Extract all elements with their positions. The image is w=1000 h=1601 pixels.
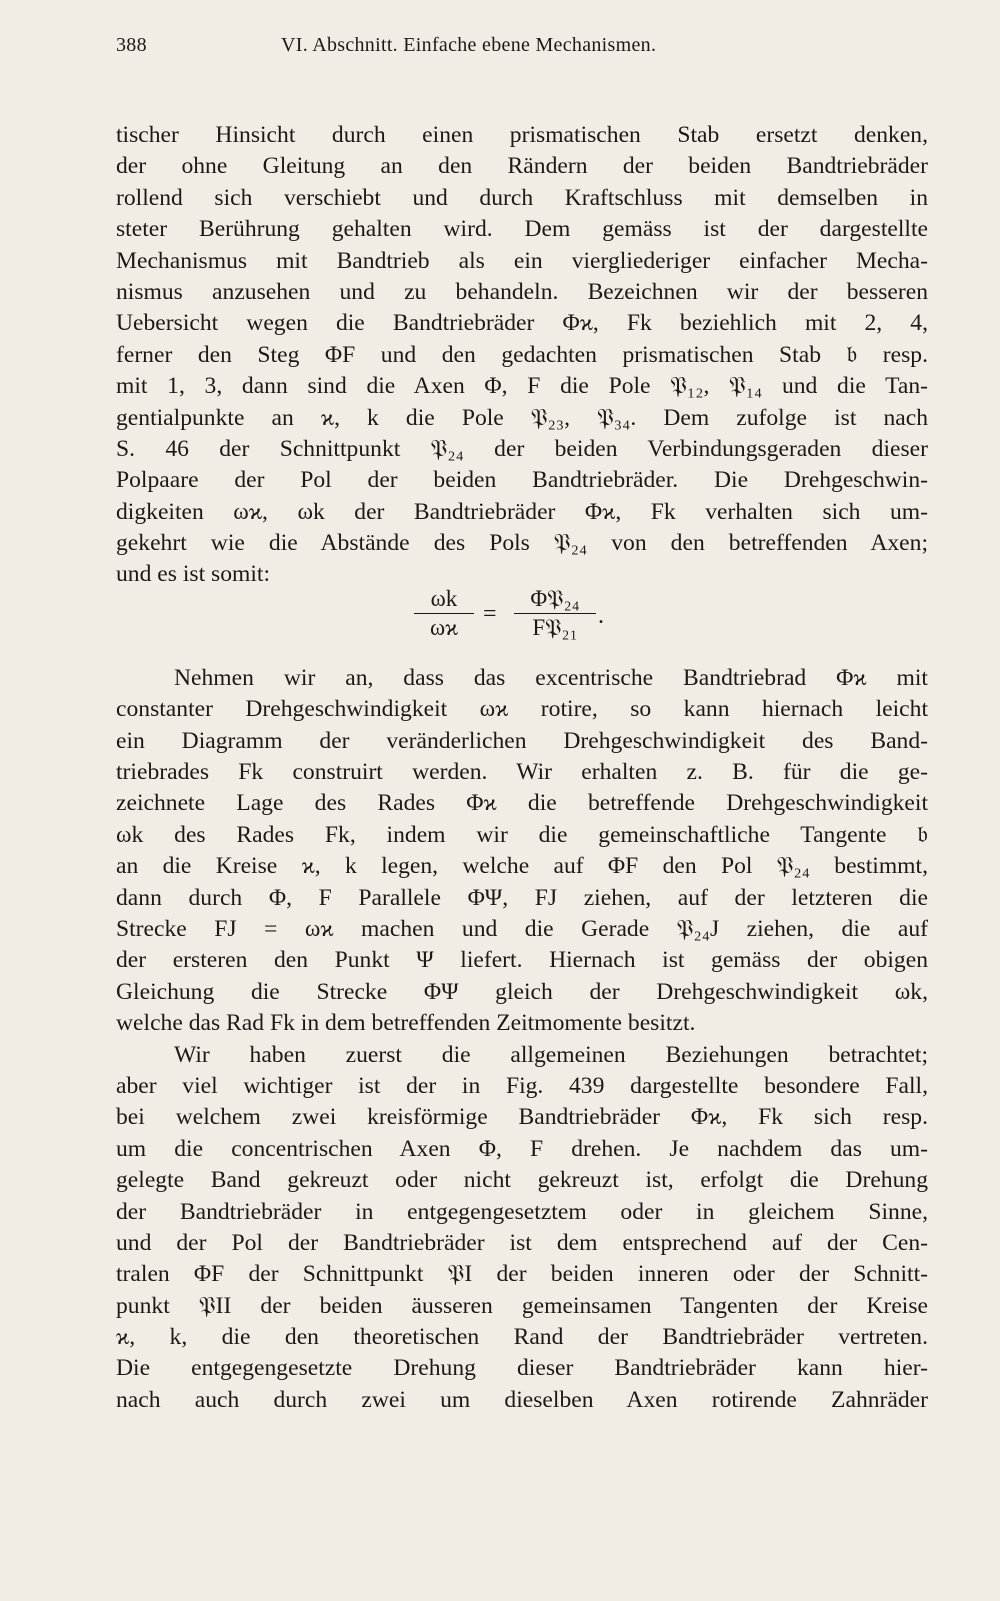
running-head: VI. Abschnitt. Einfache ebene Mechanismen. xyxy=(281,34,657,56)
text-line: mit 1, 3, dann sind die Axen Φ, F die Pole 𝔓₁₂, 𝔓₁₄ und die Tan- xyxy=(116,373,928,400)
text-line: Mechanismus mit Bandtrieb als ein viergliederiger einfacher Mecha- xyxy=(116,247,928,274)
text-line: Strecke FJ = ωϰ machen und die Gerade 𝔓₂₄J ziehen, die auf xyxy=(116,915,928,942)
text-line: der Bandtriebräder in entgegengesetztem oder in gleichem Sinne, xyxy=(116,1198,928,1225)
page-number: 388 xyxy=(116,34,147,56)
text-line: um die concentrischen Axen Φ, F drehen. Je nachdem das um- xyxy=(116,1135,928,1162)
text-line: tischer Hinsicht durch einen prismatischen Stab ersetzt denken, xyxy=(116,122,928,148)
text-line: ferner den Steg ΦF und den gedachten prismatischen Stab 𝔟 resp. xyxy=(116,341,928,368)
formula-right-numerator: Φ𝔓₂₄ xyxy=(514,585,596,614)
paragraph-2 xyxy=(116,663,928,1040)
text-line: zeichnete Lage des Rades Φϰ die betreffende Drehgeschwindigkeit xyxy=(116,790,928,817)
text-line: und der Pol der Bandtriebräder ist dem entsprechend auf der Cen- xyxy=(116,1229,928,1256)
text-line: bei welchem zwei kreisförmige Bandtriebräder Φϰ, Fk sich resp. xyxy=(116,1104,928,1131)
text-line: Nehmen wir an, dass das excentrische Bandtriebrad Φϰ mit xyxy=(174,664,928,691)
text-line: tralen ΦF der Schnittpunkt 𝔓I der beiden inneren oder der Schnitt- xyxy=(116,1261,928,1288)
text-line: Wir haben zuerst die allgemeinen Beziehungen betrachtet; xyxy=(174,1041,928,1068)
formula-right-fraction xyxy=(514,585,596,642)
text-line: dann durch Φ, F Parallele ΦΨ, FJ ziehen, auf der letzteren die xyxy=(116,884,928,911)
text-line: Uebersicht wegen die Bandtriebräder Φϰ, Fk beziehlich mit 2, 4, xyxy=(116,310,928,337)
text-line: ein Diagramm der veränderlichen Drehgeschwindigkeit des Band- xyxy=(116,727,928,754)
text-line: Die entgegengesetzte Drehung dieser Bandtriebräder kann hier- xyxy=(116,1355,928,1382)
velocity-ratio-formula xyxy=(116,585,928,653)
formula-left-denominator: ωϰ xyxy=(429,614,459,640)
text-line: constanter Drehgeschwindigkeit ωϰ rotire, so kann hiernach leicht xyxy=(116,696,928,723)
text-line: nach auch durch zwei um dieselben Axen rotirende Zahnräder xyxy=(116,1386,928,1413)
text-line: ϰ, k, die den theoretischen Rand der Bandtriebräder vertreten. xyxy=(116,1324,928,1351)
text-line: ωk des Rades Fk, indem wir die gemeinschaftliche Tangente 𝔟 xyxy=(116,821,928,848)
text-line: der ersteren den Punkt Ψ liefert. Hiernach ist gemäss der obigen xyxy=(116,947,928,974)
formula-left-fraction xyxy=(414,585,474,642)
text-line: digkeiten ωϰ, ωk der Bandtriebräder Φϰ, Fk verhalten sich um- xyxy=(116,498,928,525)
text-line: punkt 𝔓II der beiden äusseren gemeinsamen Tangenten der Kreise xyxy=(116,1292,928,1319)
text-line: und es ist somit: xyxy=(116,561,271,588)
formula-equals-sign: = xyxy=(483,600,497,627)
paragraph-3 xyxy=(116,1040,928,1417)
text-line: gentialpunkte an ϰ, k die Pole 𝔓₂₃, 𝔓₃₄. Dem zufolge ist nach xyxy=(116,404,928,431)
paragraph-1 xyxy=(116,120,928,591)
page-header xyxy=(116,30,928,66)
text-line: gekehrt wie die Abstände des Pols 𝔓₂₄ von den betreffenden Axen; xyxy=(116,530,928,557)
text-line: nismus anzusehen und zu behandeln. Bezeichnen wir der besseren xyxy=(116,278,928,305)
text-line: steter Berührung gehalten wird. Dem gemäss ist der dargestellte xyxy=(116,216,928,243)
text-line: gelegte Band gekreuzt oder nicht gekreuzt ist, erfolgt die Drehung xyxy=(116,1167,928,1194)
text-line: welche das Rad Fk in dem betreffenden Zeitmomente besitzt. xyxy=(116,1010,696,1037)
formula-period: . xyxy=(598,602,604,629)
formula-left-numerator: ωk xyxy=(414,585,474,614)
text-line: der ohne Gleitung an den Rändern der beiden Bandtriebräder xyxy=(116,153,928,180)
text-line: rollend sich verschiebt und durch Kraftschluss mit demselben in xyxy=(116,184,928,211)
text-line: S. 46 der Schnittpunkt 𝔓₂₄ der beiden Verbindungsgeraden dieser xyxy=(116,435,928,462)
text-line: an die Kreise ϰ, k legen, welche auf ΦF den Pol 𝔓₂₄ bestimmt, xyxy=(116,853,928,880)
formula-right-denominator: F𝔓₂₁ xyxy=(532,614,578,640)
text-line: Polpaare der Pol der beiden Bandtriebräder. Die Drehgeschwin- xyxy=(116,467,928,494)
text-line: aber viel wichtiger ist der in Fig. 439 dargestellte besondere Fall, xyxy=(116,1072,928,1099)
body-text xyxy=(116,120,928,1416)
text-line: triebrades Fk construirt werden. Wir erhalten z. B. für die ge- xyxy=(116,759,928,786)
text-line: Gleichung die Strecke ΦΨ gleich der Drehgeschwindigkeit ωk, xyxy=(116,978,928,1005)
